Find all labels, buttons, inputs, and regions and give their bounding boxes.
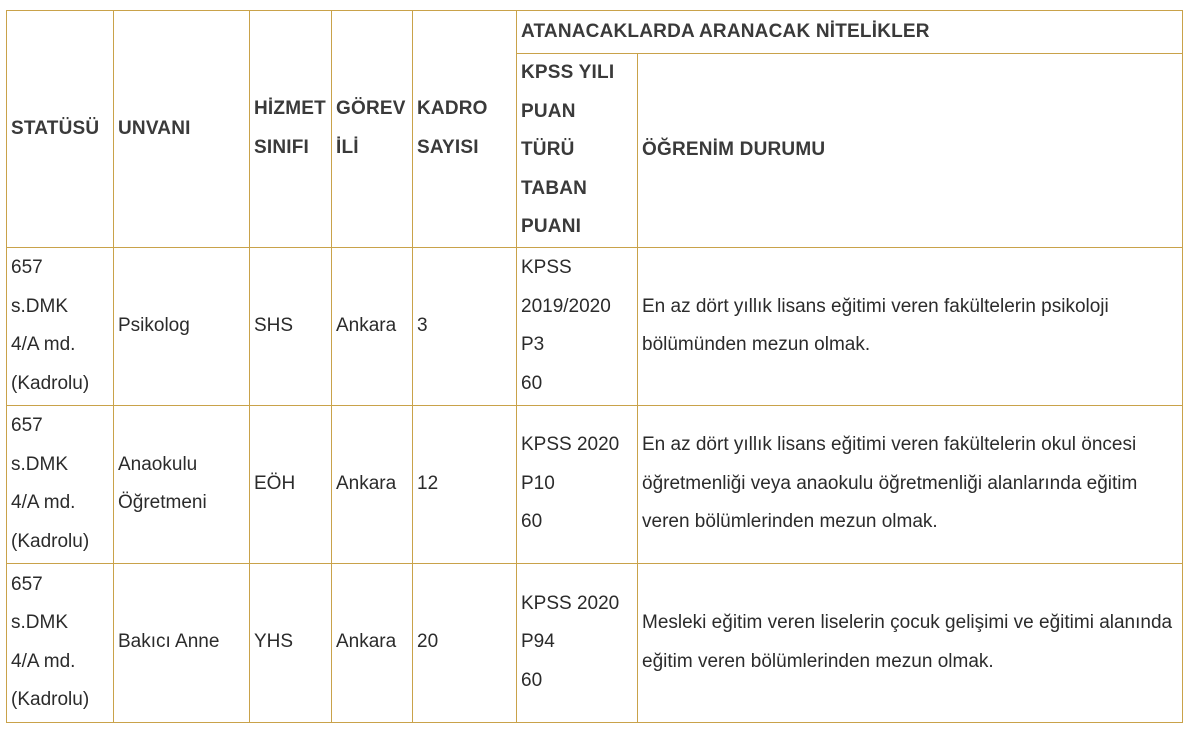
header-service-class xyxy=(250,11,332,248)
header-service-class-line: SINIFI xyxy=(254,136,310,158)
header-kpss-line: KPSS YILI xyxy=(521,62,615,83)
kpss-line: 60 xyxy=(521,372,543,394)
header-title: UNVANI xyxy=(114,11,250,248)
header-kpss-line: PUAN xyxy=(521,100,576,122)
status-line: 4/A md. xyxy=(11,334,76,355)
title-line: Psikolog xyxy=(118,314,190,336)
cell-title xyxy=(114,247,250,405)
kpss-line: 60 xyxy=(521,669,543,691)
header-qualifications-group: ATANACAKLARDA ARANACAK NİTELİKLER xyxy=(517,11,1183,54)
cell-status xyxy=(7,247,114,405)
kpss-line: KPSS 2020 xyxy=(521,592,620,614)
status-line: 4/A md. xyxy=(11,492,76,513)
cell-education: Mesleki eğitim veren liselerin çocuk gelişimi ve eğitimi alanında eğitim veren bölümlerinden mezun olmak. xyxy=(638,563,1183,722)
recruitment-table xyxy=(6,10,1183,723)
cell-title xyxy=(114,563,250,722)
cell-status xyxy=(7,405,114,563)
title-line: Anaokulu xyxy=(118,453,198,475)
table-row xyxy=(7,405,1183,563)
cell-service-class: EÖH xyxy=(250,405,332,563)
cell-position-count: 12 xyxy=(413,405,517,563)
header-duty-location-line: İLİ xyxy=(336,136,359,158)
kpss-line: P94 xyxy=(521,631,555,653)
header-kpss-line: TÜRÜ xyxy=(521,139,575,160)
kpss-line: P3 xyxy=(521,334,545,355)
cell-kpss xyxy=(517,563,638,722)
header-kpss xyxy=(517,54,638,248)
cell-position-count: 3 xyxy=(413,247,517,405)
table-row xyxy=(7,563,1183,722)
status-line: (Kadrolu) xyxy=(11,372,90,394)
cell-position-count: 20 xyxy=(413,563,517,722)
cell-title xyxy=(114,405,250,563)
cell-education: En az dört yıllık lisans eğitimi veren fakültelerin psikoloji bölümünden mezun olmak. xyxy=(638,247,1183,405)
header-education: ÖĞRENİM DURUMU xyxy=(638,54,1183,248)
header-status: STATÜSÜ xyxy=(7,11,114,248)
cell-education: En az dört yıllık lisans eğitimi veren fakültelerin okul öncesi öğretmenliği veya anaokulu öğretmenliği alanlarında eğitim veren bölümlerinden mezun olmak. xyxy=(638,405,1183,563)
status-line: s.DMK xyxy=(11,453,68,475)
kpss-line: 2019/2020 xyxy=(521,295,611,317)
kpss-line: P10 xyxy=(521,472,555,494)
table-row xyxy=(7,247,1183,405)
cell-service-class: SHS xyxy=(250,247,332,405)
kpss-line: KPSS 2020 xyxy=(521,434,620,456)
status-line: s.DMK xyxy=(11,612,68,633)
cell-duty-location: Ankara xyxy=(332,247,413,405)
header-position-count-line: SAYISI xyxy=(417,136,479,158)
kpss-line: KPSS xyxy=(521,257,572,278)
header-position-count xyxy=(413,11,517,248)
status-line: 657 xyxy=(11,573,43,595)
status-line: s.DMK xyxy=(11,295,68,317)
kpss-line: 60 xyxy=(521,511,543,533)
cell-service-class: YHS xyxy=(250,563,332,722)
header-kpss-line: PUANI xyxy=(521,216,582,237)
title-line: Öğretmeni xyxy=(118,492,207,513)
cell-status xyxy=(7,563,114,722)
header-service-class-line: HİZMET xyxy=(254,98,326,120)
header-row-top xyxy=(7,11,1183,54)
status-line: 4/A md. xyxy=(11,650,76,672)
title-line: Bakıcı Anne xyxy=(118,631,220,653)
status-line: (Kadrolu) xyxy=(11,689,90,710)
status-line: 657 xyxy=(11,415,43,436)
header-position-count-line: KADRO xyxy=(417,98,488,120)
header-kpss-line: TABAN xyxy=(521,177,588,199)
status-line: (Kadrolu) xyxy=(11,530,90,552)
header-duty-location xyxy=(332,11,413,248)
cell-kpss xyxy=(517,247,638,405)
cell-duty-location: Ankara xyxy=(332,405,413,563)
status-line: 657 xyxy=(11,257,43,278)
header-duty-location-line: GÖREV xyxy=(336,98,406,120)
cell-kpss xyxy=(517,405,638,563)
cell-duty-location: Ankara xyxy=(332,563,413,722)
